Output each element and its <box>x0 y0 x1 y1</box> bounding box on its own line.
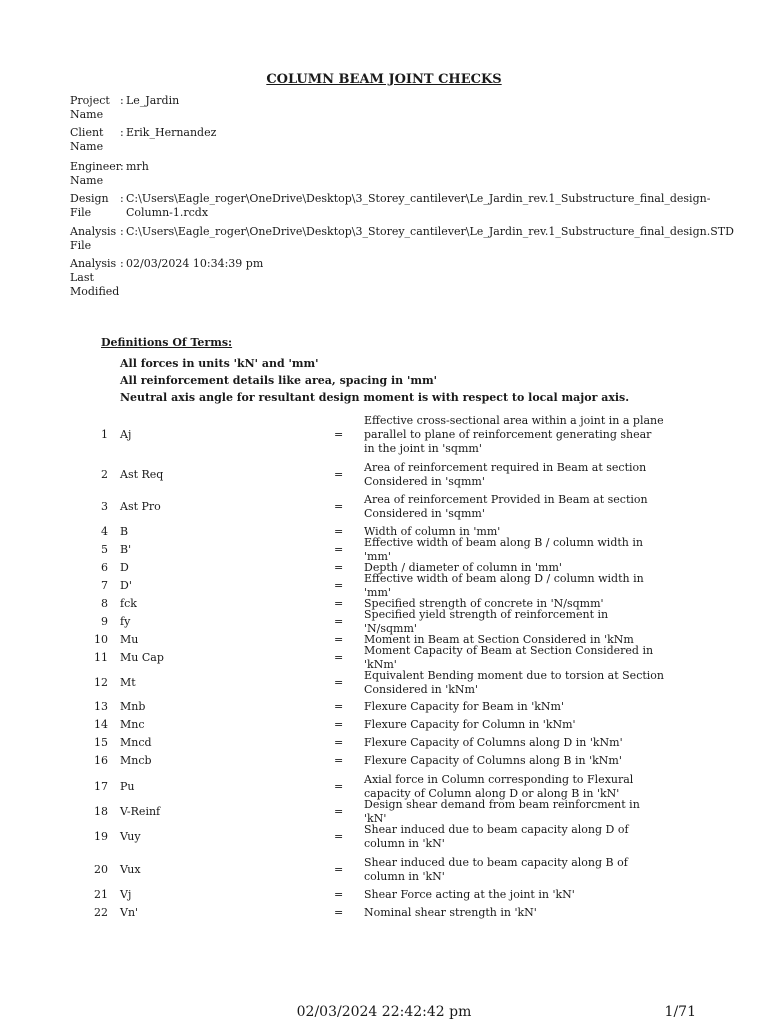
footer-datetime: 02/03/2024 22:42:42 pm <box>296 1004 472 1020</box>
info-label: Client Name <box>70 126 104 153</box>
term-symbol: fck <box>120 597 137 610</box>
term-description: Area of reinforcement required in Beam at section Considered in 'sqmm' <box>364 461 647 488</box>
table-row <box>0 412 768 458</box>
equals-sign: = <box>334 651 344 664</box>
info-value: mrh <box>126 160 149 173</box>
table-row <box>0 798 768 825</box>
table-row <box>0 572 768 599</box>
term-number: 2 <box>101 468 108 481</box>
term-description: Effective cross-sectional area within a joint in a plane parallel to plane of reinforcement generating shear in the joint in 'sqmm' <box>364 414 664 455</box>
term-symbol: Ast Req <box>120 468 164 481</box>
info-row-design-file <box>70 192 711 220</box>
term-symbol: Vux <box>120 863 141 876</box>
table-row <box>0 735 768 751</box>
term-symbol: Vn' <box>120 906 139 919</box>
term-description: Shear induced due to beam capacity along B of column in 'kN' <box>364 856 628 883</box>
table-row <box>0 887 768 903</box>
equals-sign: = <box>334 906 344 919</box>
term-description: Specified yield strength of reinforcement in 'N/sqmm' <box>364 608 609 635</box>
equals-sign: = <box>334 561 344 574</box>
table-row <box>0 668 768 698</box>
info-label: Engineer Name <box>70 160 122 187</box>
equals-sign: = <box>334 428 344 441</box>
info-label: Analysis Last Modified <box>70 257 120 298</box>
term-symbol: B <box>120 525 129 538</box>
term-symbol: Mnc <box>120 718 145 731</box>
info-label: Design File <box>70 192 109 219</box>
term-symbol: Mnb <box>120 700 146 713</box>
term-number: 11 <box>94 651 108 664</box>
term-symbol: Ast Pro <box>120 500 161 513</box>
term-description: Specified strength of concrete in 'N/sqmm' <box>364 597 604 610</box>
info-value: 02/03/2024 10:34:39 pm <box>126 257 264 270</box>
term-number: 1 <box>101 428 108 441</box>
equals-sign: = <box>334 888 344 901</box>
term-number: 4 <box>101 525 108 538</box>
equals-sign: = <box>334 633 344 646</box>
term-description: Flexure Capacity for Beam in 'kNm' <box>364 700 564 713</box>
term-description: Depth / diameter of column in 'mm' <box>364 561 562 574</box>
equals-sign: = <box>334 468 344 481</box>
term-symbol: D <box>120 561 129 574</box>
info-row-analysis-file <box>70 225 734 253</box>
term-description: Design shear demand from beam reinforcment in 'kN' <box>364 798 640 825</box>
page-number: 1/71 <box>664 1004 696 1020</box>
term-symbol: Mt <box>120 676 136 689</box>
equals-sign: = <box>334 700 344 713</box>
term-number: 3 <box>101 500 108 513</box>
definitions-heading: Definitions Of Terms: <box>101 336 233 349</box>
term-description: Flexure Capacity for Column in 'kNm' <box>364 718 576 731</box>
info-separator: : <box>120 160 124 173</box>
term-symbol: Mu <box>120 633 139 646</box>
info-label: Project Name <box>70 94 110 121</box>
table-row <box>0 536 768 563</box>
table-row <box>0 905 768 921</box>
info-value: Erik_Hernandez <box>126 126 217 139</box>
info-row-project <box>70 94 706 122</box>
equals-sign: = <box>334 525 344 538</box>
term-number: 6 <box>101 561 108 574</box>
table-row <box>0 460 768 490</box>
table-row <box>0 608 768 635</box>
term-description: Flexure Capacity of Columns along D in 'kNm' <box>364 736 623 749</box>
term-symbol: Pu <box>120 780 135 793</box>
table-row <box>0 699 768 715</box>
term-description: Moment Capacity of Beam at Section Considered in 'kNm' <box>364 644 654 671</box>
term-symbol: B' <box>120 543 132 556</box>
info-label: Analysis File <box>70 225 117 252</box>
equals-sign: = <box>334 830 344 843</box>
equals-sign: = <box>334 754 344 767</box>
term-number: 5 <box>101 543 108 556</box>
term-symbol: Mu Cap <box>120 651 164 664</box>
term-number: 21 <box>94 888 108 901</box>
term-symbol: Vuy <box>120 830 141 843</box>
table-row <box>0 855 768 885</box>
info-row-client <box>70 126 706 154</box>
table-row <box>0 753 768 769</box>
term-number: 9 <box>101 615 108 628</box>
term-number: 22 <box>94 906 108 919</box>
page-title: COLUMN BEAM JOINT CHECKS <box>266 72 502 87</box>
info-value: C:\Users\Eagle_roger\OneDrive\Desktop\3_Storey_cantilever\Le_Jardin_rev.1_Substructure_final_design.STD <box>126 225 734 238</box>
term-number: 15 <box>94 736 108 749</box>
term-description: Shear induced due to beam capacity along D of column in 'kN' <box>364 823 629 850</box>
info-separator: : <box>120 225 124 238</box>
note-reinforcement: All reinforcement details like area, spacing in 'mm' <box>120 374 438 387</box>
term-description: Flexure Capacity of Columns along B in 'kNm' <box>364 754 622 767</box>
term-number: 14 <box>94 718 108 731</box>
note-neutral-axis: Neutral axis angle for resultant design moment is with respect to local major axis. <box>120 391 630 404</box>
term-number: 19 <box>94 830 108 843</box>
equals-sign: = <box>334 579 344 592</box>
term-description: Axial force in Column corresponding to Flexural capacity of Column along D or along B in 'kN' <box>364 773 634 800</box>
term-description: Effective width of beam along B / column width in 'mm' <box>364 536 643 563</box>
info-separator: : <box>120 126 124 139</box>
info-row-analysis-modified <box>70 257 706 299</box>
info-separator: : <box>120 192 124 205</box>
equals-sign: = <box>334 780 344 793</box>
equals-sign: = <box>334 543 344 556</box>
table-row <box>0 822 768 852</box>
equals-sign: = <box>334 863 344 876</box>
table-row <box>0 717 768 733</box>
equals-sign: = <box>334 597 344 610</box>
term-number: 8 <box>101 597 108 610</box>
term-number: 20 <box>94 863 108 876</box>
term-number: 10 <box>94 633 108 646</box>
equals-sign: = <box>334 615 344 628</box>
info-separator: : <box>120 257 124 270</box>
term-number: 17 <box>94 780 108 793</box>
info-value: C:\Users\Eagle_roger\OneDrive\Desktop\3_Storey_cantilever\Le_Jardin_rev.1_Substructure_final_design-Column-1.rcdx <box>126 192 711 219</box>
equals-sign: = <box>334 500 344 513</box>
equals-sign: = <box>334 805 344 818</box>
equals-sign: = <box>334 676 344 689</box>
term-symbol: Vj <box>120 888 132 901</box>
info-row-engineer <box>70 160 706 188</box>
term-description: Area of reinforcement Provided in Beam at section Considered in 'sqmm' <box>364 493 648 520</box>
term-symbol: fy <box>120 615 131 628</box>
note-units: All forces in units 'kN' and 'mm' <box>120 357 319 370</box>
term-description: Equivalent Bending moment due to torsion at Section Considered in 'kNm' <box>364 669 664 696</box>
info-value: Le_Jardin <box>126 94 180 107</box>
term-number: 16 <box>94 754 108 767</box>
term-description: Shear Force acting at the joint in 'kN' <box>364 888 575 901</box>
equals-sign: = <box>334 718 344 731</box>
equals-sign: = <box>334 736 344 749</box>
term-symbol: V-Reinf <box>120 805 161 818</box>
term-number: 13 <box>94 700 108 713</box>
term-symbol: Mncb <box>120 754 152 767</box>
term-number: 7 <box>101 579 108 592</box>
term-description: Width of column in 'mm' <box>364 525 501 538</box>
term-description: Moment in Beam at Section Considered in 'kNm <box>364 633 634 646</box>
term-symbol: Mncd <box>120 736 152 749</box>
term-description: Effective width of beam along D / column width in 'mm' <box>364 572 644 599</box>
table-row <box>0 492 768 522</box>
term-symbol: Aj <box>120 428 132 441</box>
table-row <box>0 644 768 671</box>
info-separator: : <box>120 94 124 107</box>
term-number: 18 <box>94 805 108 818</box>
term-symbol: D' <box>120 579 132 592</box>
term-number: 12 <box>94 676 108 689</box>
term-description: Nominal shear strength in 'kN' <box>364 906 537 919</box>
